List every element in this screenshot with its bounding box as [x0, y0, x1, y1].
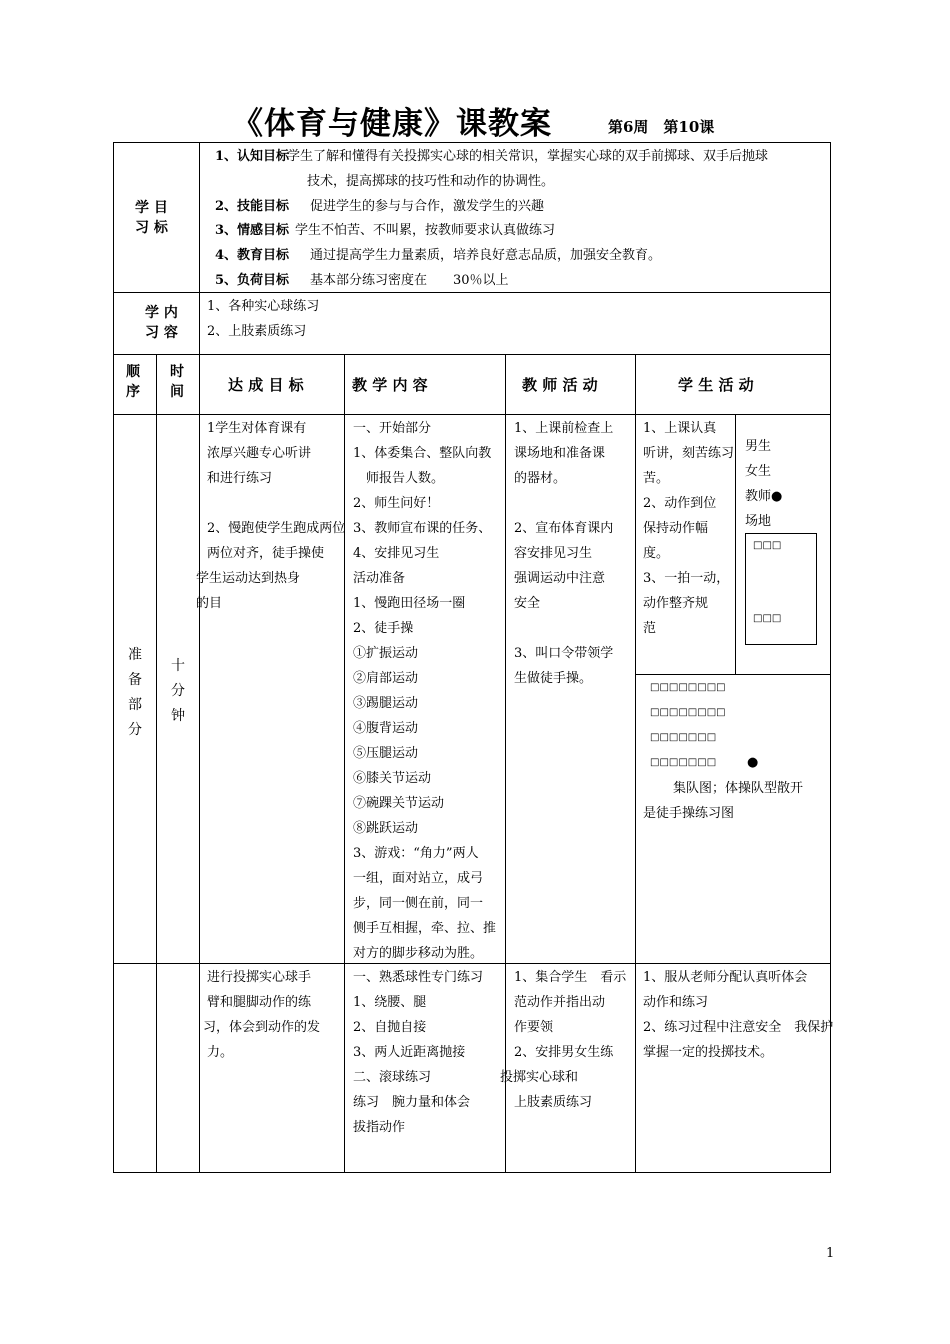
formation-caption-1: 集队图；体操队型散开 [673, 781, 804, 796]
objective-5-label: 5、负荷目标 [215, 273, 290, 288]
basic-goal-3: 习，体会到动作的发 [203, 1020, 321, 1035]
prep-section-1: 准 [128, 647, 142, 663]
basic-teacher-6: 上肢素质练习 [514, 1095, 593, 1110]
prep-goal-8: 的目 [196, 596, 223, 611]
prep-teach-10: ①扩振运动 [353, 646, 419, 661]
prep-goal-5: 2、慢跑使学生跑成两位 [207, 521, 346, 536]
prep-student-3: 苦。 [643, 471, 670, 486]
prep-teacher-11: 生做徒手操。 [514, 671, 593, 686]
field-mark-2: □□□ [753, 613, 782, 624]
prep-teach-19: 一组，面对站立，成弓 [353, 871, 484, 886]
content-label-1: 学 内 [145, 305, 178, 321]
objective-4-text: 通过提高学生力量素质，培养良好意志品质，加强安全教育。 [310, 248, 662, 263]
basic-student-1: 1、服从老师分配认真听体会 [643, 970, 808, 985]
basic-teacher-2: 范动作并指出动 [514, 995, 606, 1010]
week-lesson: 第6周 第10课 [608, 118, 715, 136]
header-teach: 教 学 内 容 [352, 376, 428, 394]
prep-teach-20: 步，同一侧在前，同一 [353, 896, 484, 911]
formation-row-4: □□□□□□□ [650, 757, 717, 768]
prep-student-9: 范 [643, 621, 657, 636]
prep-teach-16: ⑦碗踝关节运动 [353, 796, 445, 811]
teacher-dot-icon: ● [747, 755, 759, 770]
basic-teach-7: 拔指动作 [353, 1120, 406, 1135]
prep-teach-12: ③踢腿运动 [353, 696, 419, 711]
prep-teach-17: ⑧跳跃运动 [353, 821, 419, 836]
prep-teacher-5: 2、宣布体育课内 [514, 521, 614, 536]
prep-student-4: 2、动作到位 [643, 496, 717, 511]
objective-5-text: 基本部分练习密度在 30％以上 [310, 273, 509, 288]
basic-teach-3: 2、自抛自接 [353, 1020, 427, 1035]
prep-student-5: 保持动作幅 [643, 521, 709, 536]
legend-field: 场地 [745, 514, 772, 529]
objective-1-label: 1、认知目标 [215, 149, 290, 164]
basic-teach-5: 二、滚球练习 [353, 1070, 432, 1085]
objectives-label-2: 习 标 [135, 220, 168, 236]
objective-1-text: 学生了解和懂得有关投掷实心球的相关常识，掌握实心球的双手前掷球、双手后抛球 [287, 149, 769, 164]
prep-teach-8: 1、慢跑田径场一圈 [353, 596, 466, 611]
prep-teach-11: ②肩部运动 [353, 671, 419, 686]
prep-teach-2: 1、体委集合、整队向教 [353, 446, 492, 461]
content-item-1: 1、各种实心球练习 [207, 299, 320, 314]
prep-teach-21: 侧手互相握，牵、拉、推 [353, 921, 497, 936]
content-item-2: 2、上肢素质练习 [207, 324, 307, 339]
formation-row-2: □□□□□□□□ [650, 707, 726, 718]
prep-section-2: 备 [128, 672, 142, 688]
legend-teacher: 教师● [745, 489, 783, 504]
field-mark-1: □□□ [753, 540, 782, 551]
header-student: 学 生 活 动 [678, 376, 754, 394]
basic-teach-6: 练习 腕力量和体会 [353, 1095, 471, 1110]
objective-4-label: 4、教育目标 [215, 248, 290, 263]
header-teacher: 教 师 活 动 [522, 376, 598, 394]
basic-goal-1: 进行投掷实心球手 [207, 970, 312, 985]
basic-teacher-1: 1、集合学生 看示 [514, 970, 627, 985]
basic-teacher-5: 投掷实心球和 [500, 1070, 579, 1085]
objective-2-text: 促进学生的参与与合作，激发学生的兴趣 [310, 199, 545, 214]
prep-teach-15: ⑥膝关节运动 [353, 771, 432, 786]
page-number: 1 [826, 1246, 835, 1261]
prep-goal-7: 学生运动达到热身 [196, 571, 301, 586]
prep-goal-3: 和进行练习 [207, 471, 273, 486]
basic-goal-2: 臂和腿脚动作的练 [207, 995, 312, 1010]
prep-teach-9: 2、徒手操 [353, 621, 414, 636]
legend-female: 女生 [745, 464, 772, 479]
prep-goal-6: 两位对齐，徒手操使 [207, 546, 325, 561]
objective-1-text2: 技术，提高掷球的技巧性和动作的协调性。 [307, 174, 555, 189]
prep-student-2: 听讲，刻苦练习 [643, 446, 735, 461]
prep-teacher-3: 的器材。 [514, 471, 567, 486]
prep-teacher-7: 强调运动中注意 [514, 571, 606, 586]
basic-teacher-4: 2、安排男女生练 [514, 1045, 614, 1060]
prep-section-3: 部 [128, 697, 142, 713]
prep-teacher-8: 安全 [514, 596, 541, 611]
basic-teacher-3: 作要领 [514, 1020, 554, 1035]
basic-teach-1: 一、熟悉球性专门练习 [353, 970, 484, 985]
header-goal: 达 成 目 标 [228, 376, 304, 394]
formation-row-1: □□□□□□□□ [650, 682, 726, 693]
objective-3-text: 学生不怕苦、不叫累，按教师要求认真做练习 [295, 223, 556, 238]
prep-teach-1: 一、开始部分 [353, 421, 432, 436]
prep-teach-22: 对方的脚步移动为胜。 [353, 946, 484, 961]
prep-teach-3: 师报告人数。 [353, 471, 445, 486]
prep-teach-18: 3、游戏：“角力”两人 [353, 846, 479, 861]
prep-teach-14: ⑤压腿运动 [353, 746, 419, 761]
prep-teach-5: 3、教师宣布课的任务、 [353, 521, 492, 536]
prep-student-7: 3、一拍一动， [643, 571, 730, 586]
prep-student-6: 度。 [643, 546, 670, 561]
objective-2-label: 2、技能目标 [215, 199, 290, 214]
header-order-1: 顺 [126, 364, 140, 380]
header-order-2: 序 [126, 384, 140, 400]
formation-row-3: □□□□□□□ [650, 732, 717, 743]
formation-caption-2: 是徒手操练习图 [643, 806, 735, 821]
prep-section-4: 分 [128, 722, 142, 738]
prep-time-2: 分 [171, 683, 185, 699]
prep-teach-4: 2、师生问好！ [353, 496, 440, 511]
content-label-2: 习 容 [145, 325, 178, 341]
objective-3-label: 3、情感目标 [215, 223, 290, 238]
basic-student-3: 2、练习过程中注意安全 我保护 [643, 1020, 834, 1035]
basic-goal-4: 力。 [207, 1045, 234, 1060]
prep-teach-13: ④腹背运动 [353, 721, 419, 736]
prep-goal-1: 1学生对体育课有 [207, 421, 307, 436]
objectives-label-1: 学 目 [135, 200, 168, 216]
header-time-1: 时 [170, 364, 184, 380]
prep-time-3: 钟 [171, 708, 185, 724]
basic-student-2: 动作和练习 [643, 995, 709, 1010]
legend-male: 男生 [745, 439, 772, 454]
prep-student-1: 1、上课认真 [643, 421, 717, 436]
prep-teacher-1: 1、上课前检查上 [514, 421, 614, 436]
prep-teacher-6: 容安排见习生 [514, 546, 593, 561]
prep-teacher-10: 3、叫口令带领学 [514, 646, 614, 661]
page-title: 《体育与健康》课教案 [232, 106, 552, 142]
header-time-2: 间 [170, 384, 184, 400]
prep-time-1: 十 [171, 658, 185, 674]
prep-teacher-2: 课场地和准备课 [514, 446, 606, 461]
prep-student-8: 动作整齐规 [643, 596, 709, 611]
prep-teach-7: 活动准备 [353, 571, 406, 586]
prep-teach-6: 4、安排见习生 [353, 546, 440, 561]
prep-goal-2: 浓厚兴趣专心听讲 [207, 446, 312, 461]
basic-teach-4: 3、两人近距离抛接 [353, 1045, 466, 1060]
basic-student-4: 掌握一定的投掷技术。 [643, 1045, 774, 1060]
basic-teach-2: 1、绕腰、腿 [353, 995, 427, 1010]
